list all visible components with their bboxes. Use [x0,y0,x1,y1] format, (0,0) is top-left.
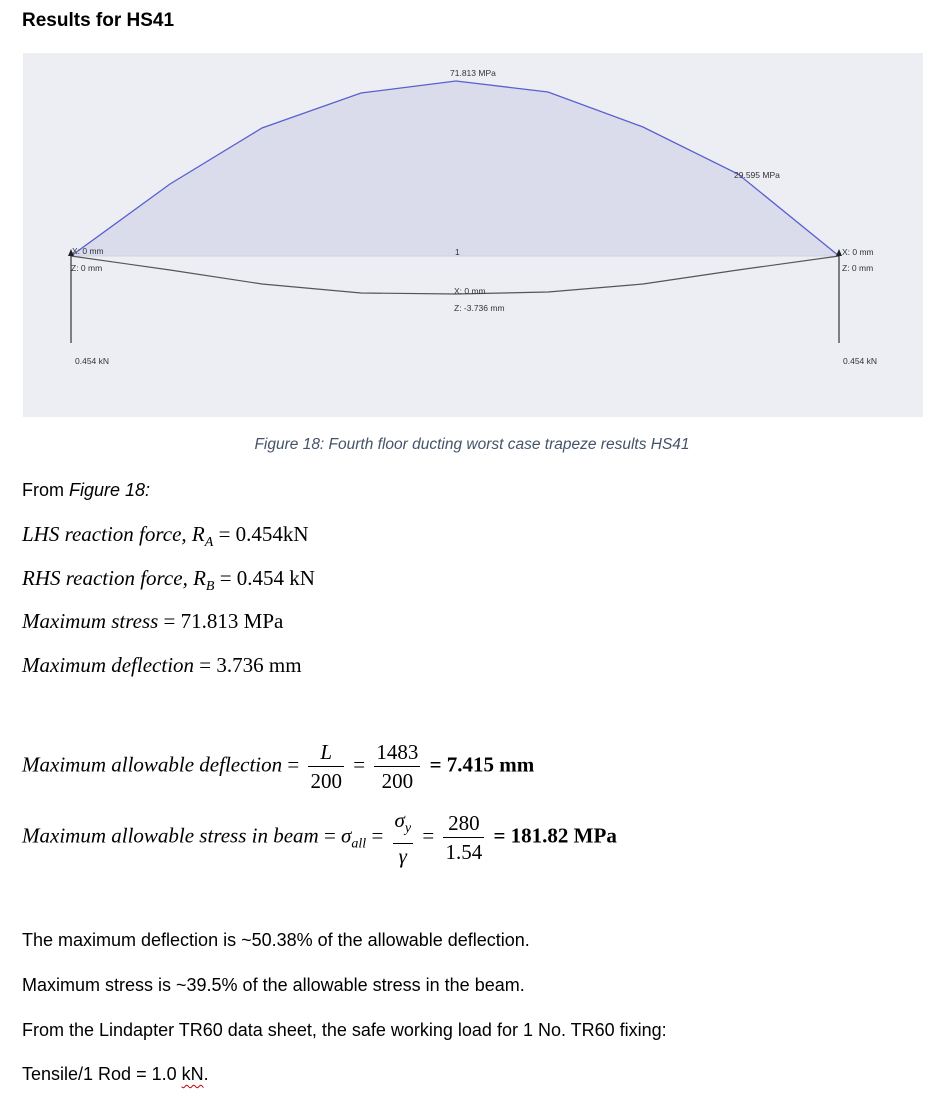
fraction-1483-over-200 [374,738,420,795]
left-reaction-label: 0.454 kN [75,356,110,366]
max-stress-label-text: Maximum stress [22,609,159,633]
right-reaction-label: 0.454 kN [843,356,878,366]
tensile-rod-line [22,1064,209,1085]
left-z-label: Z: 0 mm [71,263,103,273]
tensile-unit: kN [181,1064,204,1084]
fraction-280-over-1-54 [443,809,484,866]
max-deflection-label-text: Maximum deflection [22,653,195,677]
right-x-label: X: 0 mm [842,247,874,257]
center-marker: 1 [455,247,460,257]
fraction-sigma-y-over-gamma [393,806,414,869]
eq-sign: = [353,752,366,777]
allowable-deflection-equation [22,738,534,795]
rhs-label: RHS reaction force, R [22,566,206,590]
mid-x-label: X: 0 mm [454,286,486,296]
allowable-stress-label: Maximum allowable stress in beam [22,823,319,848]
sigma-sub: all [351,836,367,852]
rhs-sub: B [205,579,215,594]
allowable-deflection-label: Maximum allowable deflection [22,752,283,777]
allowable-stress-equation [22,806,617,869]
max-stress-line [22,609,283,634]
frac-denominator: 200 [310,769,342,793]
eq-sign: = [287,752,300,777]
deflection-summary: The maximum deflection is ~50.38% of the allowable deflection. [22,930,530,950]
lhs-reaction-line [22,522,309,551]
fraction-l-over-200 [308,738,344,795]
max-deflection-line [22,653,302,678]
results-heading: Results for HS41 [22,10,175,31]
frac-numerator: 280 [443,809,484,838]
from-prefix: From [22,480,69,500]
allowable-deflection-result: = 7.415 mm [429,752,535,777]
stress-summary: Maximum stress is ~39.5% of the allowable stress in the beam. [22,975,525,995]
frac-numerator-sub: y [404,821,412,836]
lhs-sub: A [204,535,214,550]
trapeze-results-figure [23,53,923,417]
max-stress-label: 71.813 MPa [450,68,496,78]
frac-numerator: L [320,740,333,764]
frac-numerator: σ [394,808,405,832]
rhs-value: = 0.454 kN [219,566,315,590]
rhs-reaction-line [22,566,315,595]
lhs-label: LHS reaction force, R [22,522,205,546]
beam-diagram [23,53,923,417]
eq-sign: = [323,823,336,848]
tensile-suffix: . [203,1064,209,1084]
frac-denominator: 200 [381,769,414,793]
eq-sign: = [371,823,384,848]
allowable-stress-result: = 181.82 MPa [493,823,617,848]
eq-sign: = [422,823,435,848]
frac-denominator: γ [398,844,407,868]
from-figure-ref: Figure 18: [69,480,151,500]
sigma-symbol: σ [341,823,352,848]
max-stress-value: = 71.813 MPa [163,609,284,633]
right-z-label: Z: 0 mm [842,263,874,273]
tensile-prefix: Tensile/1 Rod = 1.0 [22,1064,182,1084]
from-figure-line [22,480,150,501]
stress-area [71,81,839,256]
max-deflection-value: = 3.736 mm [199,653,302,677]
lhs-value: = 0.454kN [218,522,309,546]
lindapter-note: From the Lindapter TR60 data sheet, the safe working load for 1 No. TR60 fixing: [22,1020,667,1040]
figure-caption: Figure 18: Fourth floor ducting worst case trapeze results HS41 [254,436,690,453]
mid-z-label: Z: -3.736 mm [454,303,505,313]
left-x-label: X: 0 mm [72,246,104,256]
frac-numerator: 1483 [374,738,420,767]
frac-denominator: 1.54 [445,840,483,864]
right-stress-label: 29.595 MPa [734,170,780,180]
